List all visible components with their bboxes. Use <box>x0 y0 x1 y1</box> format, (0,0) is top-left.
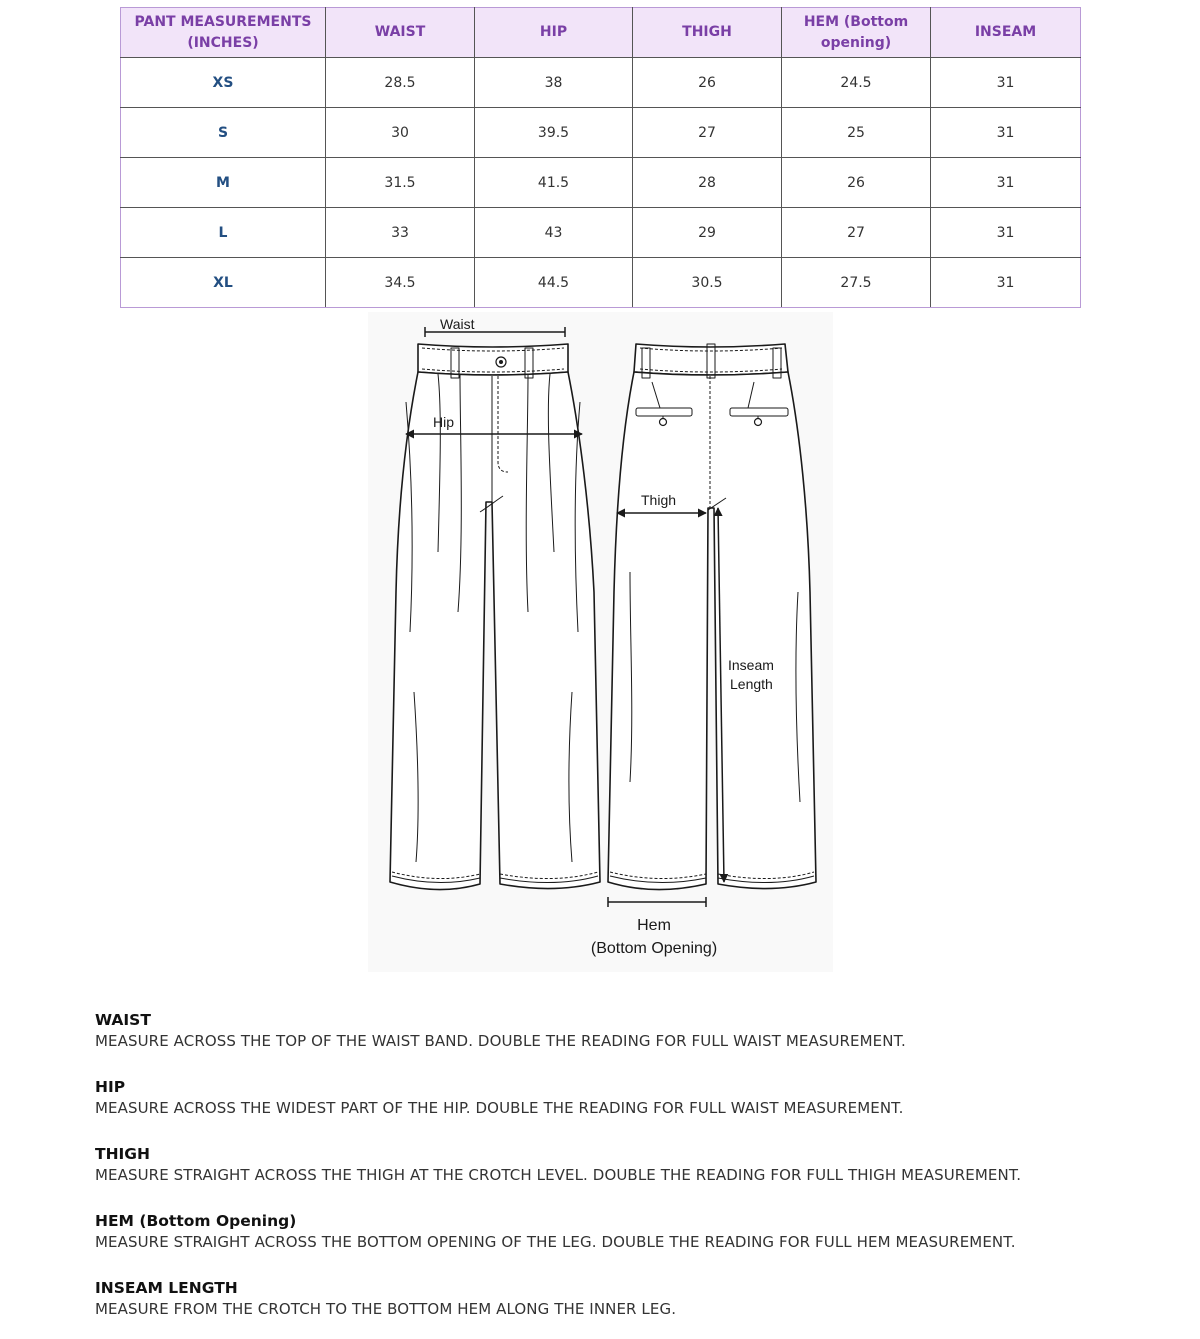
table-header-row <box>121 8 1081 58</box>
size-cell: M <box>121 158 326 208</box>
size-chart-table <box>120 7 1081 308</box>
inseam-label-line2: Length <box>730 676 773 692</box>
waist-cell: 28.5 <box>326 58 475 108</box>
front-pants-illustration <box>390 344 600 890</box>
size-cell: L <box>121 208 326 258</box>
table-row <box>121 208 1081 258</box>
measurement-instructions <box>95 1010 1185 1339</box>
note-inseam <box>95 1278 1185 1320</box>
note-text: MEASURE STRAIGHT ACROSS THE THIGH AT THE CROTCH LEVEL. DOUBLE THE READING FOR FULL THIGH MEASUREMENT. <box>95 1166 1022 1184</box>
inseam-cell: 31 <box>931 158 1081 208</box>
note-title: WAIST <box>95 1011 151 1029</box>
table-row <box>121 58 1081 108</box>
note-waist <box>95 1010 1185 1052</box>
waist-cell: 33 <box>326 208 475 258</box>
note-text: MEASURE STRAIGHT ACROSS THE BOTTOM OPENING OF THE LEG. DOUBLE THE READING FOR FULL HEM MEASUREMENT. <box>95 1233 1016 1251</box>
thigh-cell: 29 <box>633 208 782 258</box>
hem-cell: 26 <box>782 158 931 208</box>
waist-label: Waist <box>440 316 475 332</box>
thigh-cell: 28 <box>633 158 782 208</box>
header-hip: HIP <box>475 8 633 58</box>
note-title: HEM (Bottom Opening) <box>95 1212 297 1230</box>
table-row <box>121 158 1081 208</box>
hip-cell: 44.5 <box>475 258 633 308</box>
note-hem <box>95 1211 1185 1253</box>
note-text: MEASURE ACROSS THE WIDEST PART OF THE HIP. DOUBLE THE READING FOR FULL WAIST MEASUREMENT. <box>95 1099 904 1117</box>
hem-label-line2: (Bottom Opening) <box>590 940 718 957</box>
note-title: INSEAM LENGTH <box>95 1279 238 1297</box>
note-text: MEASURE ACROSS THE TOP OF THE WAIST BAND. DOUBLE THE READING FOR FULL WAIST MEASUREMENT. <box>95 1032 906 1050</box>
waist-cell: 31.5 <box>326 158 475 208</box>
waist-cell: 34.5 <box>326 258 475 308</box>
size-cell: S <box>121 108 326 158</box>
pants-measurement-diagram <box>368 312 833 972</box>
hip-cell: 41.5 <box>475 158 633 208</box>
note-text: MEASURE FROM THE CROTCH TO THE BOTTOM HEM ALONG THE INNER LEG. <box>95 1300 677 1318</box>
size-cell: XS <box>121 58 326 108</box>
inseam-label-line1: Inseam <box>728 657 774 673</box>
note-thigh <box>95 1144 1185 1186</box>
waist-cell: 30 <box>326 108 475 158</box>
header-hem: HEM (Bottom opening) <box>782 8 931 58</box>
note-hip <box>95 1077 1185 1119</box>
hem-cell: 25 <box>782 108 931 158</box>
table-row <box>121 258 1081 308</box>
header-pant-measurements: PANT MEASUREMENTS (INCHES) <box>121 8 326 58</box>
header-inseam: INSEAM <box>931 8 1081 58</box>
header-thigh: THIGH <box>633 8 782 58</box>
thigh-cell: 26 <box>633 58 782 108</box>
hip-cell: 38 <box>475 58 633 108</box>
thigh-label: Thigh <box>641 492 677 508</box>
size-cell: XL <box>121 258 326 308</box>
table-row <box>121 108 1081 158</box>
thigh-cell: 27 <box>633 108 782 158</box>
hem-label-line1: Hem <box>637 917 671 934</box>
note-title: HIP <box>95 1078 126 1096</box>
hem-cell: 27.5 <box>782 258 931 308</box>
header-waist: WAIST <box>326 8 475 58</box>
back-pants-illustration <box>608 344 816 890</box>
hip-cell: 43 <box>475 208 633 258</box>
note-title: THIGH <box>95 1145 151 1163</box>
hem-cell: 24.5 <box>782 58 931 108</box>
hem-cell: 27 <box>782 208 931 258</box>
hip-label: Hip <box>433 414 455 430</box>
hip-cell: 39.5 <box>475 108 633 158</box>
inseam-cell: 31 <box>931 108 1081 158</box>
thigh-cell: 30.5 <box>633 258 782 308</box>
inseam-cell: 31 <box>931 208 1081 258</box>
inseam-cell: 31 <box>931 58 1081 108</box>
inseam-cell: 31 <box>931 258 1081 308</box>
